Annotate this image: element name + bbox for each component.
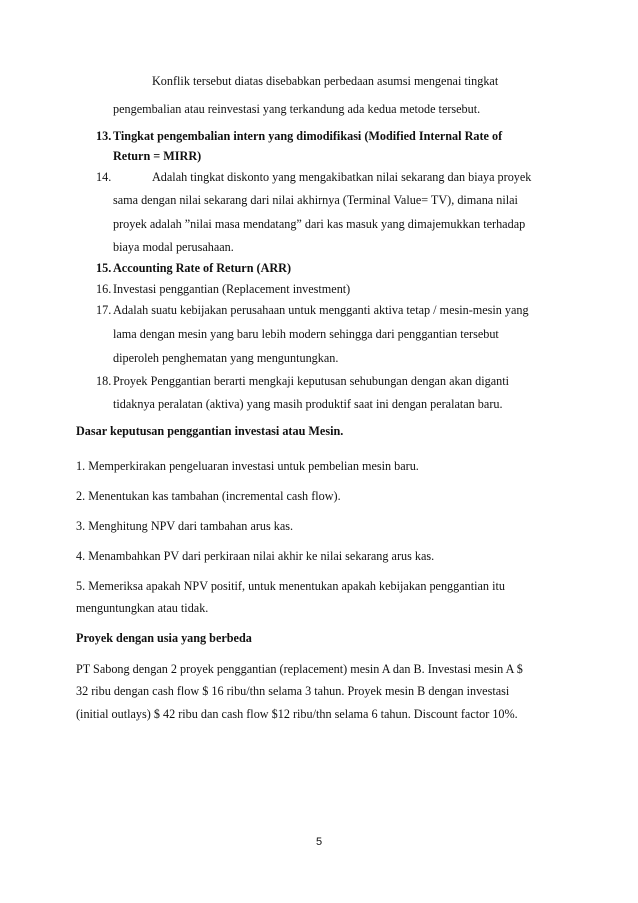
list-item-text: Adalah tingkat diskonto yang mengakibatkan nilai sekarang dan biaya proyek (152, 170, 532, 184)
list-item-text: sama dengan nilai sekarang dari nilai akhirnya (Terminal Value= TV), dimana nilai (113, 193, 518, 207)
list-item-heading: Return = MIRR) (113, 149, 202, 163)
list-item-text: Investasi penggantian (Replacement investment) (113, 282, 351, 296)
list-number: 15. (96, 261, 112, 275)
page-number: 5 (315, 836, 323, 848)
list-number: 13. (96, 129, 112, 143)
paragraph-line: (initial outlays) $ 42 ribu dan cash flow $12 ribu/thn selama 6 tahun. Discount factor 10%. (76, 707, 518, 721)
list-item-text: Adalah suatu kebijakan perusahaan untuk mengganti aktiva tetap / mesin-mesin yang (113, 303, 529, 317)
step-text: 5. Memeriksa apakah NPV positif, untuk menentukan apakah kebijakan penggantian itu (76, 579, 505, 593)
section-heading: Proyek dengan usia yang berbeda (76, 631, 252, 645)
paragraph-line: Konflik tersebut diatas disebabkan perbedaan asumsi mengenai tingkat (152, 74, 499, 88)
section-heading: Dasar keputusan penggantian investasi atau Mesin. (76, 424, 344, 438)
paragraph-line: 32 ribu dengan cash flow $ 16 ribu/thn selama 3 tahun. Proyek mesin B dengan investasi (76, 684, 510, 698)
list-item-heading: Accounting Rate of Return (ARR) (113, 261, 292, 275)
step-text: 1. Memperkirakan pengeluaran investasi untuk pembelian mesin baru. (76, 459, 419, 473)
step-text: menguntungkan atau tidak. (76, 601, 209, 615)
list-item-heading: Tingkat pengembalian intern yang dimodifikasi (Modified Internal Rate of (113, 129, 503, 143)
list-item-text: lama dengan mesin yang baru lebih modern sehingga dari penggantian tersebut (113, 327, 499, 341)
list-item-text: proyek adalah ”nilai masa mendatang” dari kas masuk yang dimajemukkan terhadap (113, 217, 526, 231)
list-item-text: diperoleh penghematan yang menguntungkan. (113, 351, 339, 365)
list-number: 18. (96, 374, 112, 388)
list-number: 16. (96, 282, 112, 296)
list-number: 17. (96, 303, 112, 317)
list-number: 14. (96, 170, 112, 184)
list-item-text: Proyek Penggantian berarti mengkaji keputusan sehubungan dengan akan diganti (113, 374, 509, 388)
step-text: 3. Menghitung NPV dari tambahan arus kas. (76, 519, 294, 533)
list-item-text: biaya modal perusahaan. (113, 240, 234, 254)
paragraph-line: pengembalian atau reinvestasi yang terkandung ada kedua metode tersebut. (113, 102, 481, 116)
paragraph-line: PT Sabong dengan 2 proyek penggantian (replacement) mesin A dan B. Investasi mesin A $ (76, 662, 523, 676)
step-text: 2. Menentukan kas tambahan (incremental cash flow). (76, 489, 341, 503)
step-text: 4. Menambahkan PV dari perkiraan nilai akhir ke nilai sekarang arus kas. (76, 549, 435, 563)
list-item-text: tidaknya peralatan (aktiva) yang masih produktif saat ini dengan peralatan baru. (113, 397, 503, 411)
